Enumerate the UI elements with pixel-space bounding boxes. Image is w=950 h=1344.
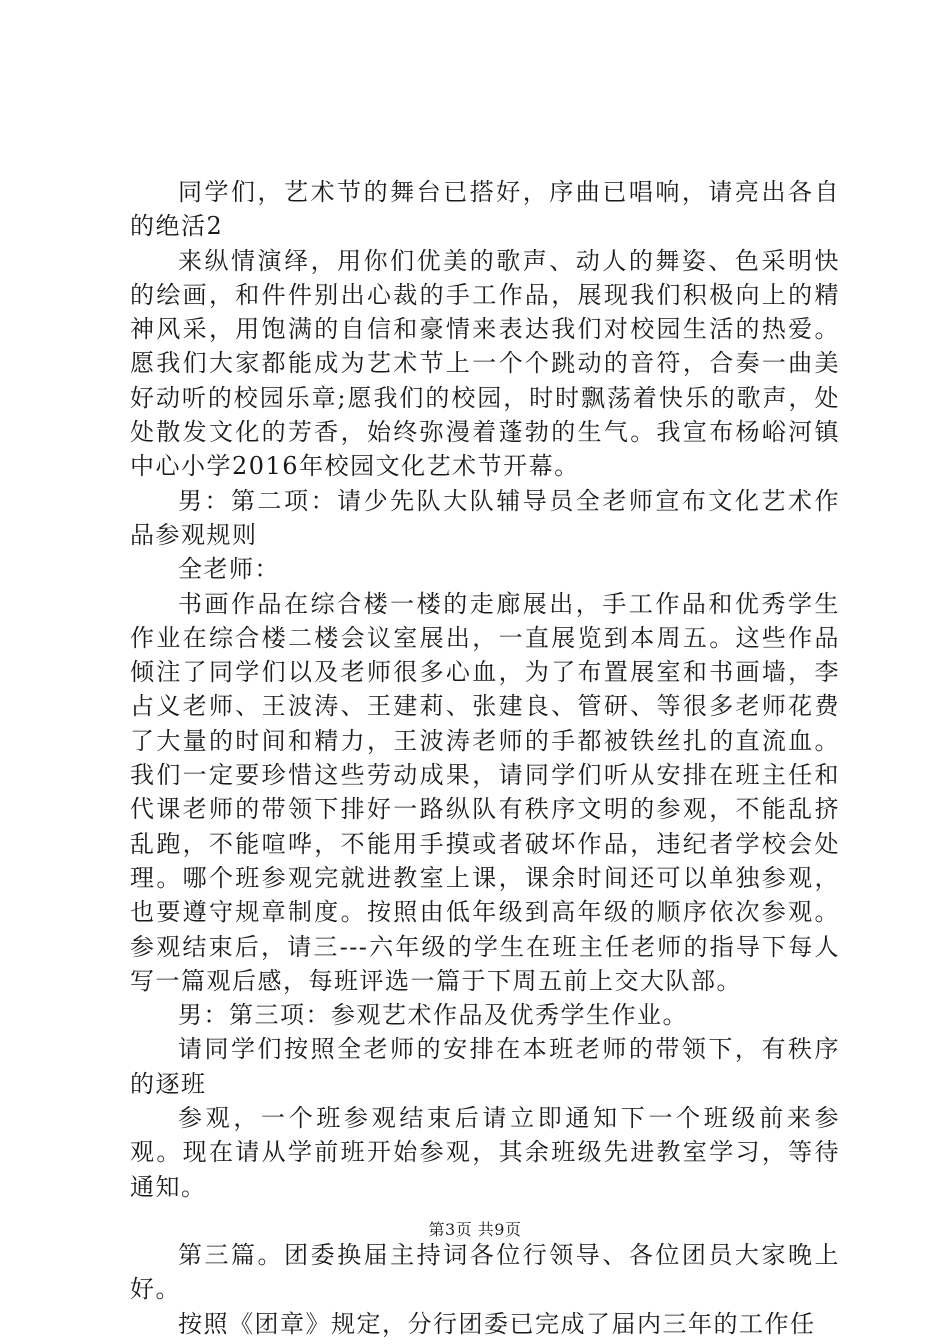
paragraph-rules: 书画作品在综合楼一楼的走廊展出，手工作品和优秀学生作业在综合楼二楼会议室展出，一直展览到本周五。这些作品倾注了同学们以及老师很多心血，为了布置展室和书画墙，李占义老师、王波涛、王建莉、张建良、管研、等很多老师花费了大量的时间和精力，王波涛老师的手都被铁丝扎的直流血。我们一定要珍惜这些劳动成果，请同学们听从安排在班主任和代课老师的带领下排好一路纵队有秩序文明的参观，不能乱挤乱跑，不能喧哗，不能用手摸或者破坏作品，违纪者学校会处理。哪个班参观完就进教室上课，课余时间还可以单独参观，也要遵守规章制度。按照由低年级到高年级的顺序依次参观。参观结束后，请三---六年级的学生在班主任老师的指导下每人写一篇观后感，每班评选一篇于下周五前上交大队部。 xyxy=(130,589,840,995)
paragraph-visit-order: 参观，一个班参观结束后请立即通知下一个班级前来参观。现在请从学前班开始参观，其余班级先进教室学习，等待通知。 xyxy=(130,1104,840,1201)
paragraph-declaration: 来纵情演绎，用你们优美的歌声、动人的舞姿、色采明快的绘画，和件件别出心裁的手工作品，展现我们积极向上的精神风采，用饱满的自信和豪情来表达我们对校园生活的热爱。愿我们大家都能成为艺术节上一个个跳动的音符，合奏一曲美好动听的校园乐章;愿我们的校园，时时飘荡着快乐的歌声，处处散发文化的芳香，始终弥漫着蓬勃的生气。我宣布杨峪河镇中心小学2016年校园文化艺术节开幕。 xyxy=(130,246,840,481)
document-body xyxy=(130,175,840,1341)
paragraph-instruction: 请同学们按照全老师的安排在本班老师的带领下，有秩序的逐班 xyxy=(130,1035,840,1098)
paragraph-opening: 同学们，艺术节的舞台已搭好，序曲已唱响，请亮出各自的绝活2 xyxy=(130,178,840,241)
paragraph-speaker: 全老师： xyxy=(178,555,280,584)
paragraph-item-two: 男：第二项：请少先队大队辅导员全老师宣布文化艺术作品参观规则 xyxy=(130,486,840,549)
paragraph-item-three: 男：第三项：参观艺术作品及优秀学生作业。 xyxy=(178,1001,688,1030)
paragraph-charter: 按照《团章》规定，分行团委已完成了届内三年的工作任 xyxy=(178,1309,816,1338)
paragraph-section-three: 第三篇。团委换届主持词各位行领导、各位团员大家晚上好。 xyxy=(130,1240,840,1304)
page-footer: 第3页 共9页 xyxy=(428,1220,522,1239)
